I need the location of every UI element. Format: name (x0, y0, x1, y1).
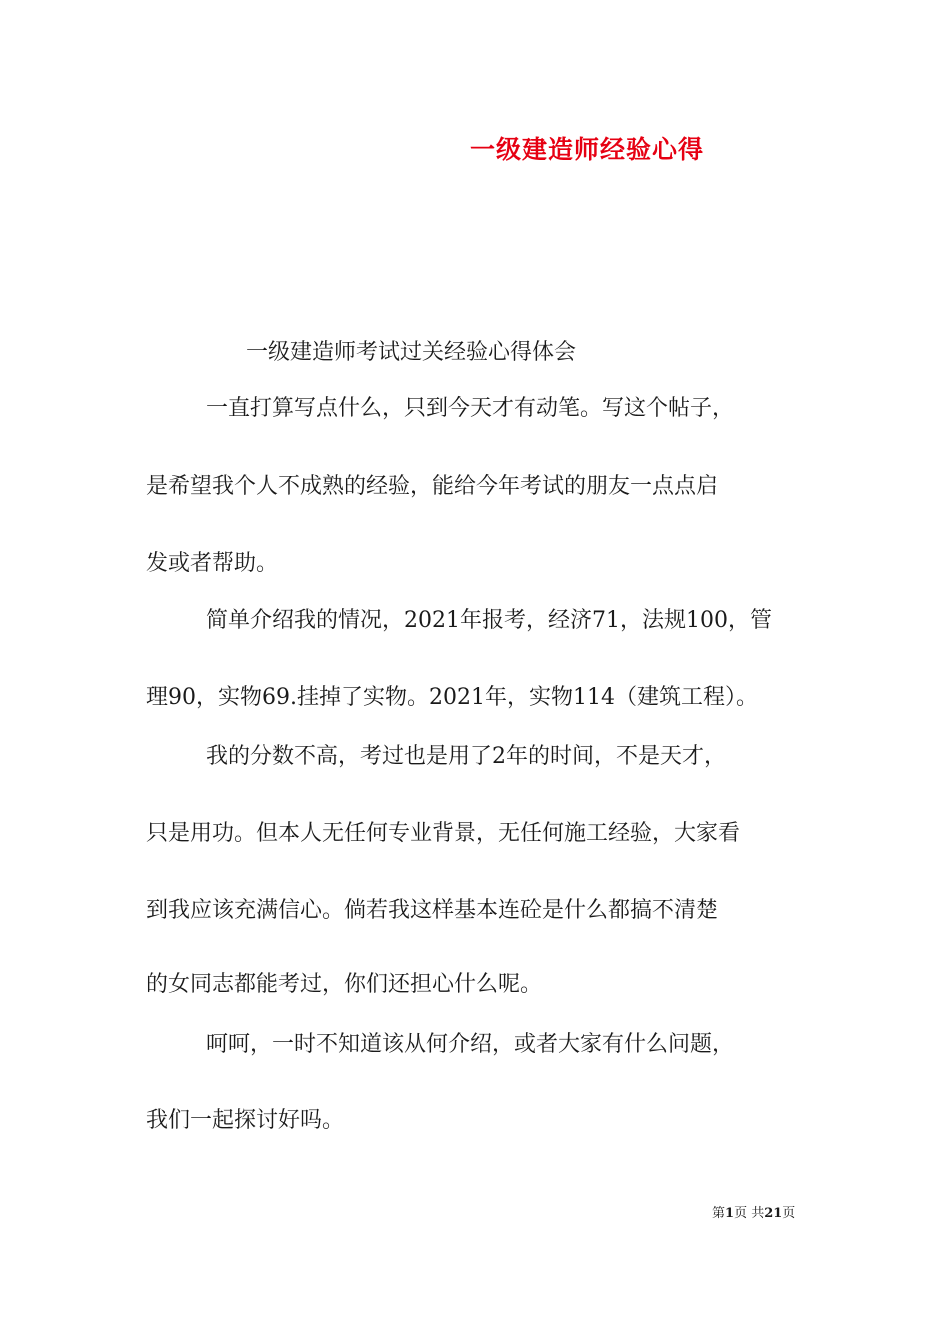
paragraph-4-line-2: 我们一起探讨好吗。 (146, 1108, 345, 1133)
document-subtitle: 一级建造师考试过关经验心得体会 (246, 340, 577, 365)
document-title: 一级建造师经验心得 (470, 135, 705, 164)
paragraph-3-line-3: 到我应该充满信心。倘若我这样基本连砼是什么都搞不清楚 (146, 898, 719, 923)
paragraph-4-line-1: 呵呵，一时不知道该从何介绍，或者大家有什么问题， (206, 1032, 735, 1057)
paragraph-1-line-3: 发或者帮助。 (146, 551, 279, 576)
paragraph-3-line-4: 的女同志都能考过，你们还担心什么呢。 (146, 972, 543, 997)
paragraph-3-line-1: 我的分数不高，考过也是用了2年的时间，不是天才， (206, 744, 726, 769)
paragraph-2-line-1: 简单介绍我的情况，2021年报考，经济71，法规100，管 (206, 608, 772, 633)
page-number-footer (712, 1202, 795, 1221)
footer-total-pages: 21 (764, 1206, 783, 1221)
footer-current-page: 1 (725, 1206, 735, 1221)
footer-middle: 页 共 (734, 1206, 765, 1221)
paragraph-1-line-2: 是希望我个人不成熟的经验，能给今年考试的朋友一点点启 (146, 474, 719, 499)
footer-suffix: 页 (782, 1206, 796, 1221)
footer-prefix: 第 (712, 1206, 726, 1221)
paragraph-1-line-1: 一直打算写点什么，只到今天才有动笔。写这个帖子， (206, 396, 735, 421)
paragraph-2-line-2: 理90，实物69.挂掉了实物。2021年，实物114（建筑工程）。 (146, 685, 758, 710)
paragraph-3-line-2: 只是用功。但本人无任何专业背景，无任何施工经验，大家看 (146, 821, 741, 846)
